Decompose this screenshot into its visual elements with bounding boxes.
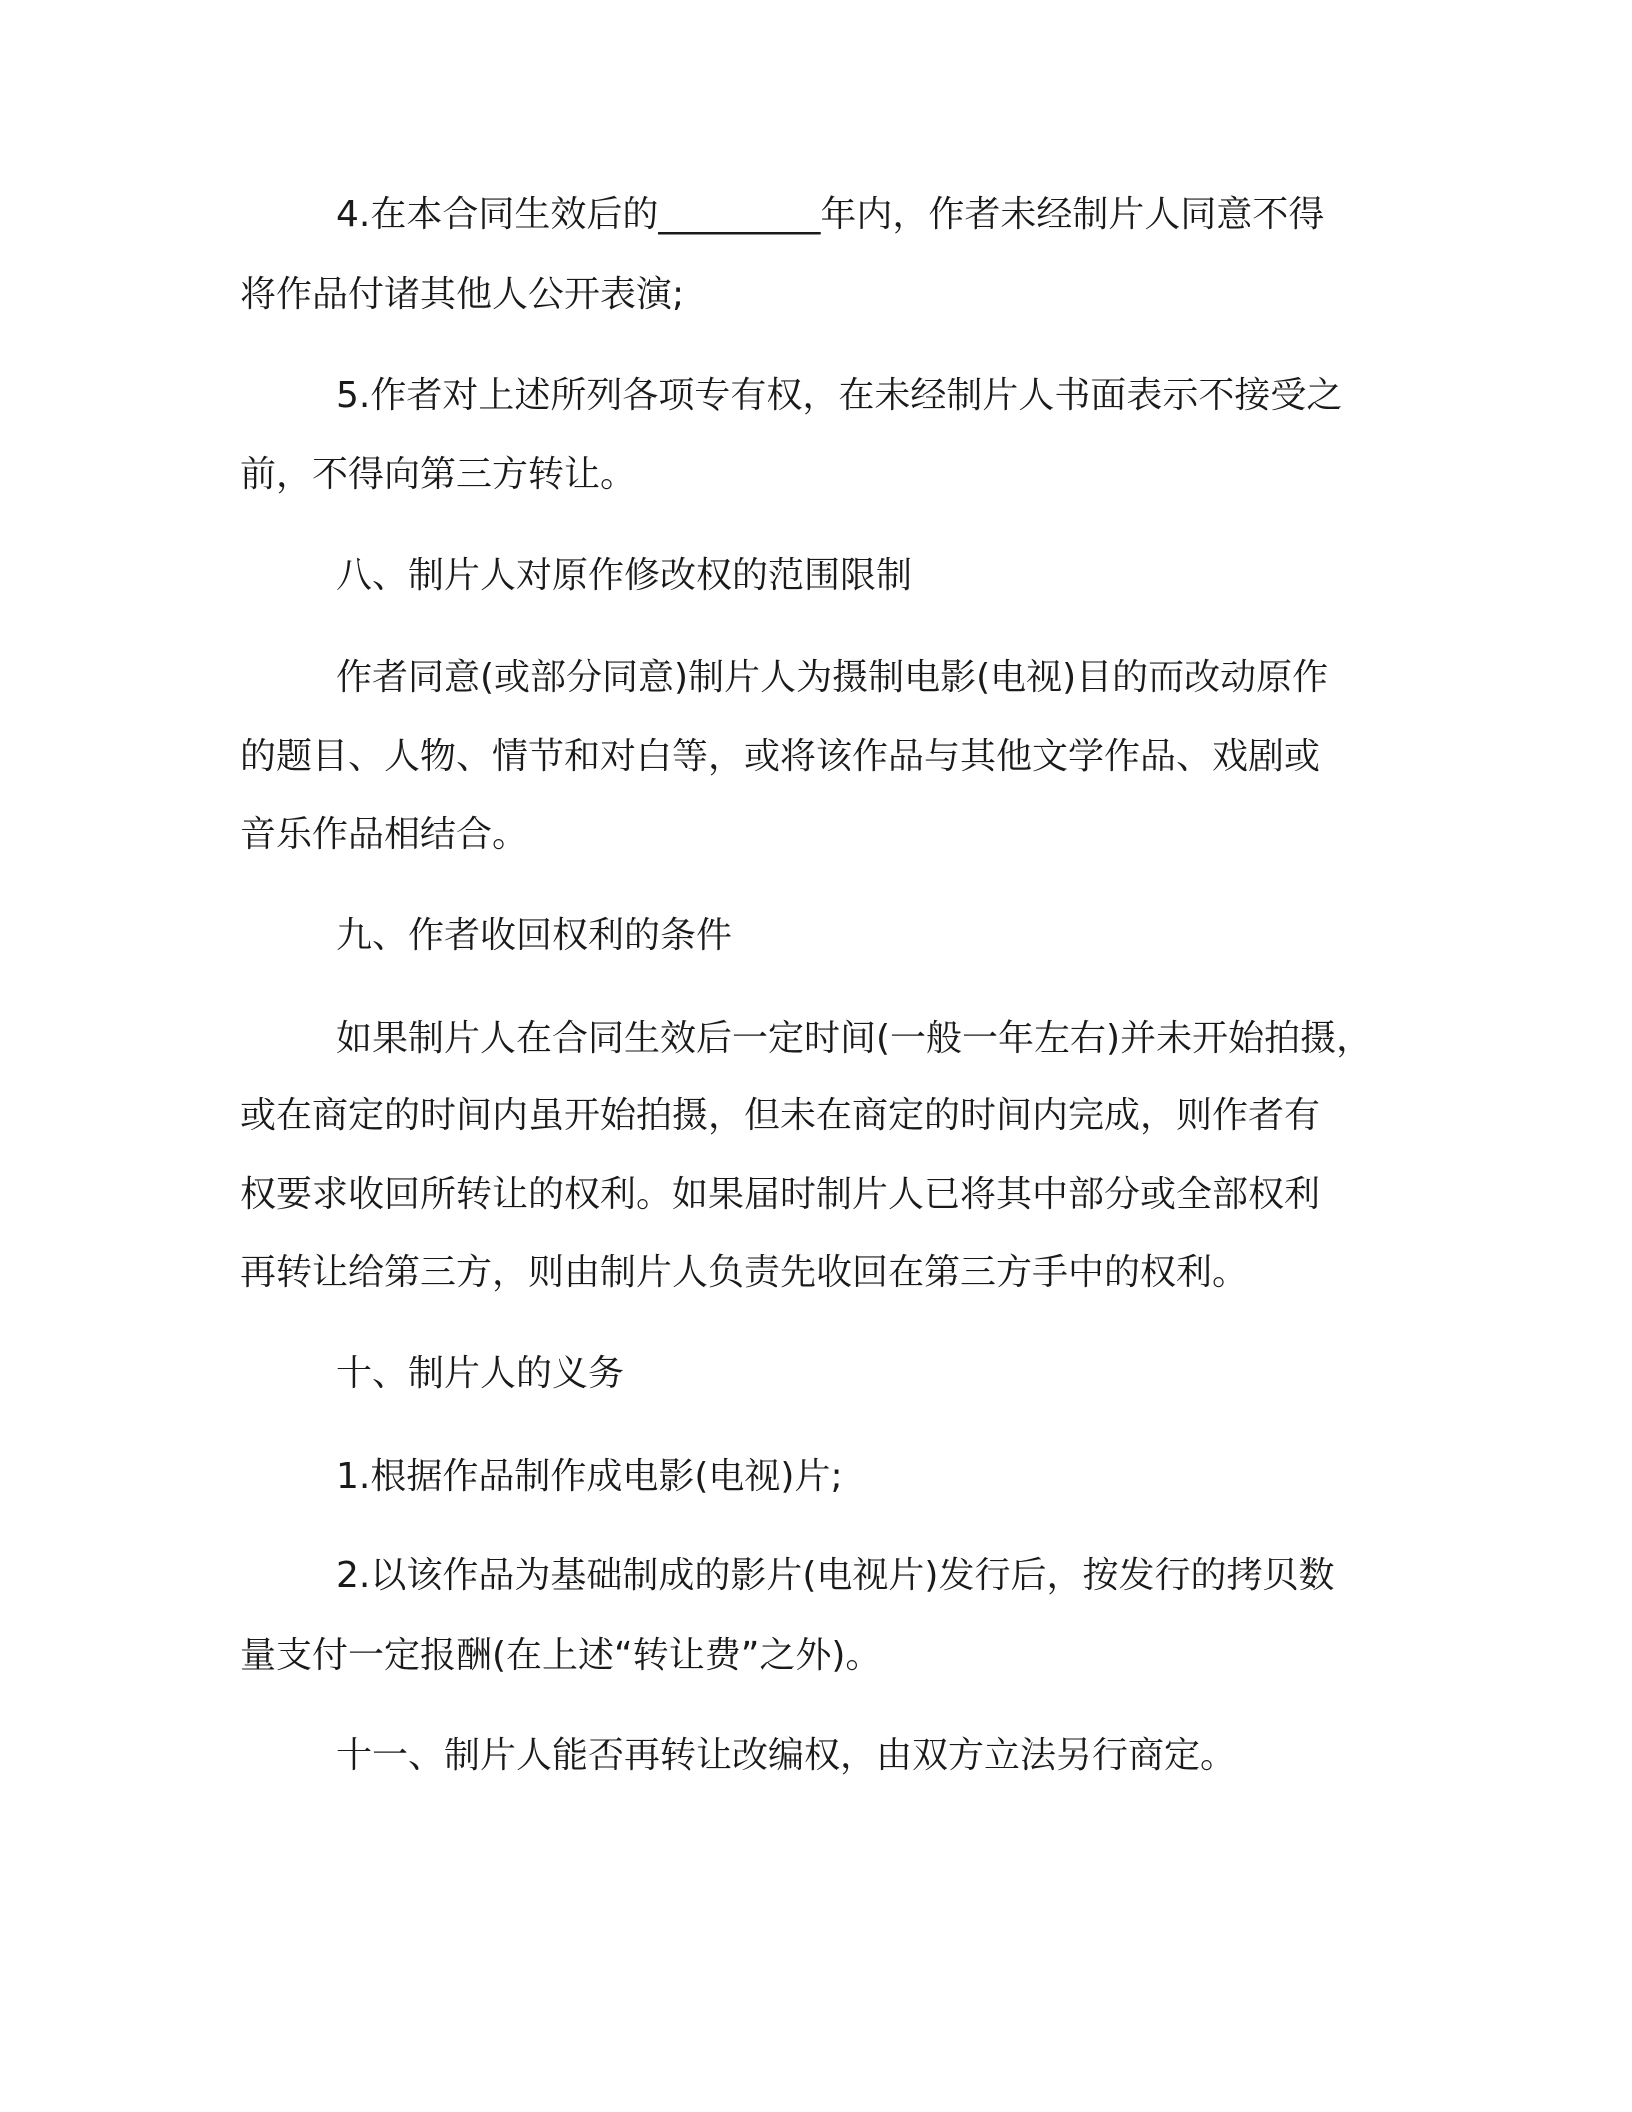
section-10-item-1: 1.根据作品制作成电影(电视)片; (336, 1456, 843, 1497)
section-9-heading: 九、作者收回权利的条件 (336, 915, 733, 956)
section-9-body-line-1: 如果制片人在合同生效后一定时间(一般一年左右)并未开始拍摄， (336, 1018, 1373, 1059)
clause-7-4-line-1: 4.在本合同生效后的_________年内，作者未经制片人同意不得 (336, 194, 1325, 235)
section-11-text: 十一、制片人能否再转让改编权，由双方立法另行商定。 (336, 1735, 1237, 1776)
section-8-heading: 八、制片人对原作修改权的范围限制 (336, 555, 913, 596)
section-8-body-line-1: 作者同意(或部分同意)制片人为摄制电影(电视)目的而改动原作 (336, 657, 1329, 698)
section-9-body-line-4: 再转让给第三方，则由制片人负责先收回在第三方手中的权利。 (240, 1252, 1249, 1293)
clause-7-5-line-2: 前，不得向第三方转让。 (240, 454, 637, 495)
section-8-body-line-3: 音乐作品相结合。 (240, 814, 529, 855)
section-8-body-line-2: 的题目、人物、情节和对白等，或将该作品与其他文学作品、戏剧或 (240, 736, 1321, 777)
section-10-item-2-line-2: 量支付一定报酬(在上述“转让费”之外)。 (240, 1635, 882, 1676)
clause-7-4-line-2: 将作品付诸其他人公开表演; (240, 274, 685, 315)
section-10-heading: 十、制片人的义务 (336, 1353, 625, 1394)
clause-7-5-line-1: 5.作者对上述所列各项专有权，在未经制片人书面表示不接受之 (336, 375, 1343, 416)
section-9-body-line-3: 权要求收回所转让的权利。如果届时制片人已将其中部分或全部权利 (240, 1174, 1321, 1215)
document-page (240, 0, 1400, 2112)
section-9-body-line-2: 或在商定的时间内虽开始拍摄，但未在商定的时间内完成，则作者有 (240, 1095, 1321, 1136)
section-10-item-2-line-1: 2.以该作品为基础制成的影片(电视片)发行后，按发行的拷贝数 (336, 1555, 1335, 1596)
